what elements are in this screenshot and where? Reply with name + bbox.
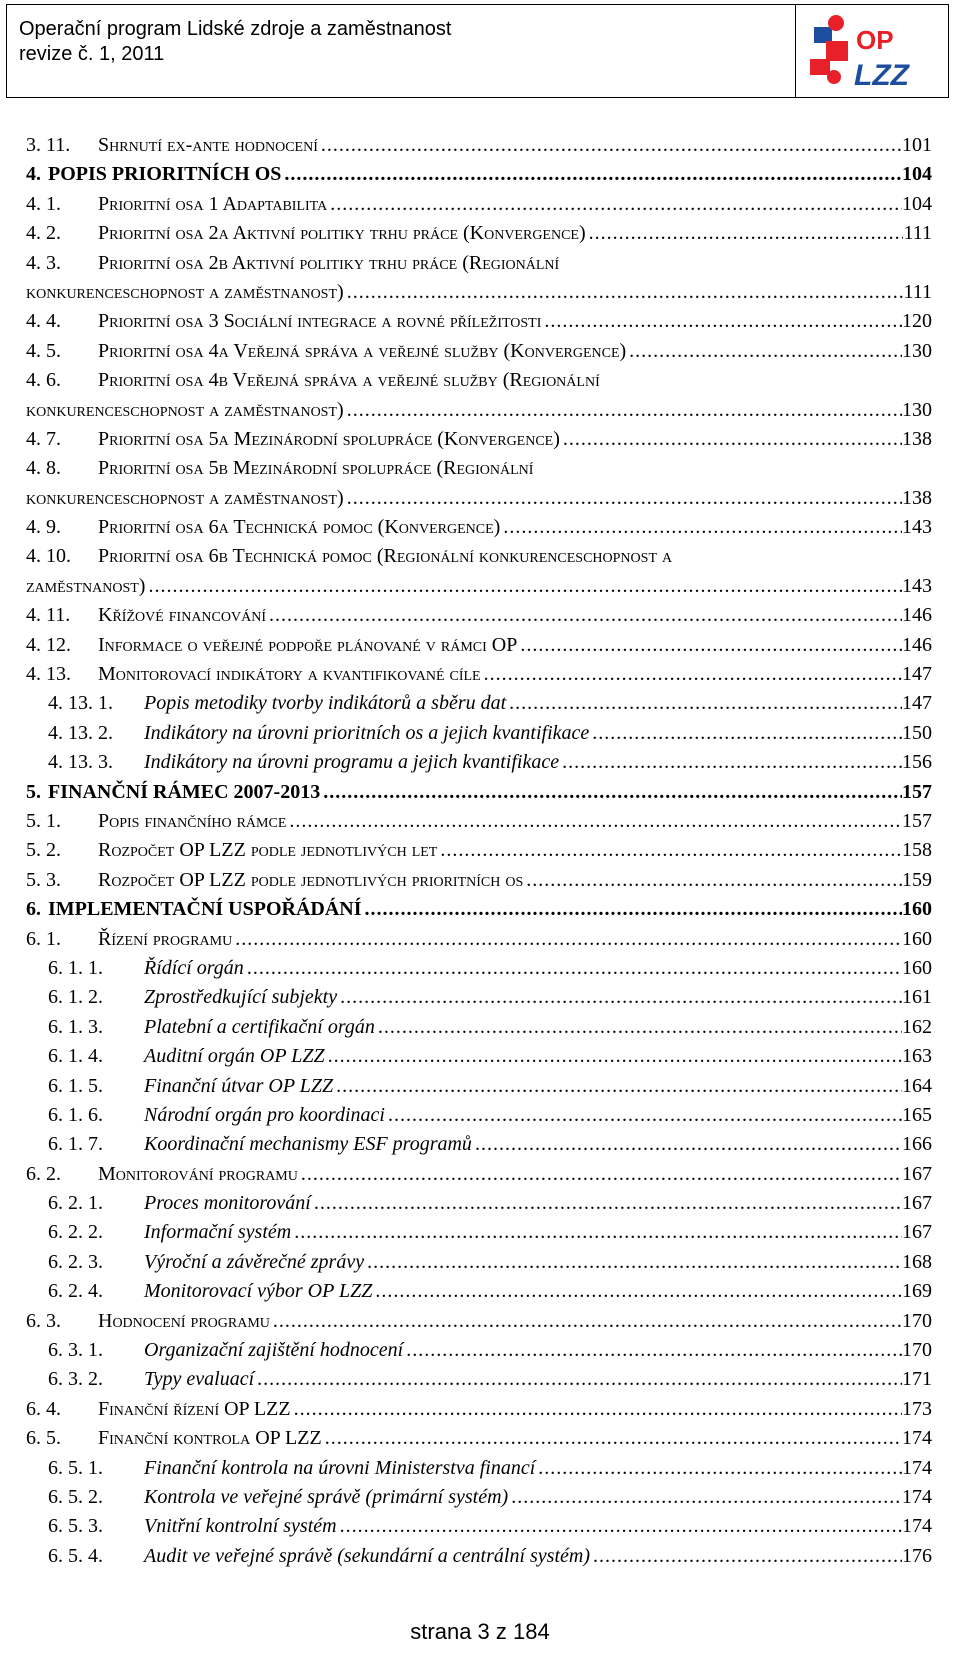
toc-entry-page: 174	[902, 1427, 932, 1450]
toc-entry-number: 5. 1.	[26, 809, 61, 832]
toc-entry-number: 6.	[26, 898, 41, 921]
dot-leader	[506, 692, 902, 714]
dot-leader	[327, 193, 902, 215]
dot-leader	[385, 1104, 902, 1126]
toc-entry[interactable]	[26, 483, 932, 512]
toc-entry-page: 173	[902, 1397, 932, 1420]
dot-leader	[311, 1192, 902, 1214]
dot-leader	[372, 1280, 902, 1302]
toc-entry-page: 101	[902, 134, 932, 156]
toc-entry-number: 6. 1. 6.	[48, 1103, 103, 1126]
toc-entry-page: 146	[902, 604, 932, 627]
dot-leader	[586, 222, 904, 244]
toc-entry-page: 146	[902, 633, 932, 656]
toc-entry[interactable]	[26, 541, 932, 570]
toc-entry-title: Platební a certifikační orgán	[144, 1015, 375, 1038]
dot-leader	[437, 839, 902, 861]
toc-entry[interactable]	[26, 1041, 932, 1070]
toc-entry-title: Prioritní osa 6a Technická pomoc (Konvergence)	[98, 516, 501, 539]
toc-entry-number: 6. 2. 4.	[48, 1280, 103, 1303]
dot-leader	[232, 928, 902, 950]
toc-entry-page: 167	[902, 1192, 932, 1215]
toc-entry-title: Prioritní osa 3 Sociální integrace a rovné příležitosti	[98, 310, 542, 333]
toc-entry[interactable]	[26, 395, 932, 424]
toc-entry-title: Typy evaluací	[144, 1368, 255, 1391]
toc-entry-number: 6. 3. 2.	[48, 1368, 103, 1391]
toc-entry-page: 120	[902, 310, 932, 333]
toc-entry-title: konkurenceschopnost a zaměstnanost)	[26, 280, 344, 303]
logo-text-lzz: LZZ	[854, 59, 909, 92]
dot-leader	[375, 1016, 902, 1038]
toc-entry-title: Monitorovací indikátory a kvantifikované cíle	[98, 663, 481, 686]
toc-entry[interactable]	[26, 1394, 932, 1423]
toc-entry-title: Prioritní osa 6b Technická pomoc (Regionální konkurenceschopnost a	[98, 545, 673, 568]
toc-entry-title: Popis metodiky tvorby indikátorů a sběru dat	[144, 692, 507, 715]
dot-leader	[254, 1368, 902, 1390]
dot-leader	[560, 428, 902, 450]
toc-entry-page: 143	[902, 574, 932, 597]
dot-leader	[589, 722, 902, 744]
toc-entry-page: 160	[902, 898, 932, 921]
toc-entry-title: Rozpočet OP LZZ podle jednotlivých prioritních os	[98, 868, 524, 891]
revision-label: revize č. 1, 2011	[19, 43, 165, 65]
toc-entry-page: 157	[902, 780, 932, 803]
dot-leader	[344, 487, 902, 509]
toc-entry-number: 4. 6.	[26, 369, 61, 392]
toc-entry-number: 6. 1. 4.	[48, 1045, 103, 1068]
toc-entry-number: 4. 10.	[26, 545, 71, 568]
toc-entry-number: 6. 1. 3.	[48, 1015, 103, 1038]
toc-entry[interactable]	[26, 1541, 932, 1570]
toc-entry-number: 6. 4.	[26, 1397, 61, 1420]
toc-entry-page: 130	[902, 339, 932, 362]
toc-entry-page: 161	[902, 986, 932, 1009]
table-of-contents	[26, 130, 932, 1570]
toc-entry[interactable]	[26, 1423, 932, 1452]
toc-entry-number: 4. 1.	[26, 192, 61, 215]
toc-entry[interactable]	[26, 453, 932, 482]
toc-entry[interactable]	[26, 130, 932, 159]
toc-entry-page: 143	[902, 516, 932, 539]
toc-entry-title: konkurenceschopnost a zaměstnanost)	[26, 398, 344, 421]
toc-entry-title: Audit ve veřejné správě (sekundární a centrální systém)	[144, 1544, 590, 1567]
toc-entry-title: Prioritní osa 5b Mezinárodní spolupráce (Regionální	[98, 457, 534, 480]
toc-entry-number: 4. 13. 3.	[48, 751, 113, 774]
toc-entry-title: konkurenceschopnost a zaměstnanost)	[26, 486, 344, 509]
toc-entry-title: Prioritní osa 2a Aktivní politiky trhu práce (Konvergence)	[98, 222, 586, 245]
logo-text-op: OP	[856, 25, 894, 55]
dot-leader	[281, 163, 902, 185]
toc-entry[interactable]	[26, 1071, 932, 1100]
dot-leader	[270, 1310, 902, 1332]
toc-entry-page: 170	[902, 1309, 932, 1332]
toc-entry-number: 4. 9.	[26, 516, 61, 539]
toc-entry-title: Prioritní osa 5a Mezinárodní spolupráce (Konvergence)	[98, 427, 560, 450]
toc-entry-title: Rozpočet OP LZZ podle jednotlivých let	[98, 839, 438, 862]
dot-leader	[344, 399, 902, 421]
toc-entry-page: 147	[902, 692, 932, 715]
toc-entry-number: 6. 3. 1.	[48, 1339, 103, 1362]
dot-leader	[590, 1545, 902, 1567]
toc-entry[interactable]	[26, 424, 932, 453]
toc-entry[interactable]	[26, 894, 932, 923]
toc-entry-number: 6. 2. 2.	[48, 1221, 103, 1244]
toc-entry[interactable]	[26, 1129, 932, 1158]
toc-entry-number: 6. 5. 2.	[48, 1485, 103, 1508]
toc-entry[interactable]	[26, 1012, 932, 1041]
dot-leader	[626, 340, 902, 362]
toc-entry[interactable]	[26, 630, 932, 659]
toc-entry-title: Prioritní osa 1 Adaptabilita	[98, 192, 328, 215]
toc-entry-page: 170	[902, 1339, 932, 1362]
toc-entry-title: Auditní orgán OP LZZ	[144, 1045, 325, 1068]
toc-entry[interactable]	[26, 1217, 932, 1246]
toc-entry[interactable]	[26, 924, 932, 953]
dot-leader	[523, 869, 902, 891]
toc-entry[interactable]	[26, 336, 932, 365]
toc-entry-title: Monitorování programu	[98, 1162, 298, 1185]
toc-entry[interactable]	[26, 835, 932, 864]
toc-entry[interactable]	[26, 248, 932, 277]
toc-entry-page: 157	[902, 809, 932, 832]
toc-entry-title: Národní orgán pro koordinaci	[144, 1103, 385, 1126]
page-number: strana 3 z 184	[410, 1619, 550, 1644]
toc-entry-page: 160	[902, 956, 932, 979]
toc-entry-number: 5. 3.	[26, 868, 61, 891]
toc-entry[interactable]	[26, 277, 932, 306]
toc-entry[interactable]	[26, 512, 932, 541]
toc-entry[interactable]	[26, 718, 932, 747]
toc-entry-page: 111	[903, 222, 932, 245]
dot-leader	[318, 134, 902, 156]
toc-entry-title: Indikátory na úrovni programu a jejich kvantifikace	[144, 751, 560, 774]
toc-entry-page: 162	[902, 1015, 932, 1038]
toc-entry-page: 165	[902, 1103, 932, 1126]
toc-entry-number: 4. 11.	[26, 604, 71, 627]
toc-entry-number: 6. 5. 4.	[48, 1544, 103, 1567]
dot-leader	[291, 1398, 902, 1420]
op-lzz-logo	[806, 13, 916, 93]
toc-entry-number: 4. 13. 2.	[48, 721, 113, 744]
toc-entry-page: 158	[902, 839, 932, 862]
toc-entry-number: 6. 1. 1.	[48, 956, 103, 979]
dot-leader	[472, 1133, 902, 1155]
toc-entry[interactable]	[26, 306, 932, 335]
toc-entry-title: Informace o veřejné podpoře plánované v rámci OP	[98, 633, 518, 656]
toc-entry[interactable]	[26, 1364, 932, 1393]
toc-entry-page: 150	[902, 721, 932, 744]
toc-entry-title: zaměstnanost)	[26, 574, 146, 597]
toc-entry-title: Zprostředkující subjekty	[144, 986, 338, 1009]
toc-entry-title: Vnitřní kontrolní systém	[144, 1515, 337, 1538]
dot-leader	[291, 1221, 902, 1243]
toc-entry-page: 167	[902, 1162, 932, 1185]
dot-leader	[244, 957, 902, 979]
toc-entry[interactable]	[26, 1100, 932, 1129]
dot-leader	[403, 1339, 902, 1361]
toc-entry-number: 5.	[26, 780, 41, 803]
dot-leader	[322, 1427, 902, 1449]
toc-entry-title: Popis finančního rámce	[98, 809, 287, 832]
toc-entry-page: 111	[903, 280, 932, 303]
toc-entry-title: Finanční kontrola OP LZZ	[98, 1427, 322, 1450]
toc-entry-number: 6. 2. 3.	[48, 1250, 103, 1273]
toc-entry-title: Indikátory na úrovni prioritních os a jejich kvantifikace	[144, 721, 590, 744]
toc-entry-number: 6. 5. 1.	[48, 1456, 103, 1479]
toc-entry-title: Informační systém	[144, 1221, 292, 1244]
toc-entry-page: 159	[902, 868, 932, 891]
toc-entry[interactable]	[26, 659, 932, 688]
toc-entry[interactable]	[26, 1159, 932, 1188]
header-title	[19, 17, 451, 67]
toc-entry[interactable]	[26, 1482, 932, 1511]
toc-entry-title: POPIS PRIORITNÍCH OS	[48, 163, 282, 186]
toc-entry-number: 4. 13.	[26, 663, 71, 686]
toc-entry-number: 6. 1.	[26, 927, 61, 950]
toc-entry-title: Prioritní osa 4b Veřejná správa a veřejné služby (Regionální	[98, 369, 600, 392]
toc-entry-page: 163	[902, 1045, 932, 1068]
toc-entry-title: Finanční útvar OP LZZ	[144, 1074, 334, 1097]
dot-leader	[337, 1515, 902, 1537]
toc-entry-title: Křížové financování	[98, 604, 266, 627]
dot-leader	[333, 1075, 902, 1097]
toc-entry[interactable]	[26, 218, 932, 247]
toc-entry-page: 104	[902, 192, 932, 215]
toc-entry-page: 104	[902, 163, 932, 186]
toc-entry-title: Finanční řízení OP LZZ	[98, 1397, 291, 1420]
toc-entry-number: 6. 1. 7.	[48, 1133, 103, 1156]
toc-entry-title: Řídící orgán	[144, 956, 244, 979]
toc-entry-title: IMPLEMENTAČNÍ USPOŘÁDÁNÍ	[48, 898, 362, 921]
toc-entry[interactable]	[26, 159, 932, 188]
program-name: Operační program Lidské zdroje a zaměstnanost	[19, 18, 452, 40]
toc-entry[interactable]	[26, 1276, 932, 1305]
dot-leader	[298, 1163, 902, 1185]
toc-entry-title: Prioritní osa 2b Aktivní politiky trhu práce (Regionální	[98, 251, 560, 274]
toc-entry-page: 169	[902, 1280, 932, 1303]
dot-leader	[364, 1251, 902, 1273]
dot-leader	[500, 516, 902, 538]
toc-entry-page: 176	[902, 1544, 932, 1567]
toc-entry-number: 6. 1. 5.	[48, 1074, 103, 1097]
toc-entry[interactable]	[26, 777, 932, 806]
toc-entry[interactable]	[26, 688, 932, 717]
toc-entry-number: 6. 5.	[26, 1427, 61, 1450]
toc-entry-number: 4.	[26, 163, 41, 186]
toc-entry[interactable]	[26, 1335, 932, 1364]
dot-leader	[559, 751, 902, 773]
toc-entry-number: 4. 12.	[26, 633, 71, 656]
toc-entry-number: 4. 3.	[26, 251, 61, 274]
toc-entry-page: 174	[902, 1485, 932, 1508]
toc-entry[interactable]	[26, 1306, 932, 1335]
toc-entry-number: 4. 4.	[26, 310, 61, 333]
toc-entry-title: Koordinační mechanismy ESF programů	[144, 1133, 472, 1156]
dot-leader	[535, 1457, 902, 1479]
toc-entry[interactable]	[26, 865, 932, 894]
toc-entry-page: 171	[902, 1368, 932, 1391]
dot-leader	[541, 310, 902, 332]
toc-entry-number: 6. 2. 1.	[48, 1192, 103, 1215]
toc-entry[interactable]	[26, 365, 932, 394]
toc-entry-number: 6. 2.	[26, 1162, 61, 1185]
dot-leader	[325, 1045, 902, 1067]
toc-entry-title: Proces monitorování	[144, 1192, 311, 1215]
toc-entry-title: Prioritní osa 4a Veřejná správa a veřejné služby (Konvergence)	[98, 339, 627, 362]
toc-entry[interactable]	[26, 806, 932, 835]
toc-entry-title: Shrnutí ex-ante hodnocení	[98, 134, 318, 156]
toc-entry[interactable]	[26, 571, 932, 600]
toc-entry-page: 147	[902, 663, 932, 686]
toc-entry[interactable]	[26, 1247, 932, 1276]
toc-entry[interactable]	[26, 747, 932, 776]
toc-entry-page: 156	[902, 751, 932, 774]
dot-leader	[320, 781, 902, 803]
toc-entry-page: 160	[902, 927, 932, 950]
toc-entry-page: 167	[902, 1221, 932, 1244]
toc-entry-title: Řízení programu	[98, 927, 233, 950]
dot-leader	[517, 634, 902, 656]
toc-entry-number: 5. 2.	[26, 839, 61, 862]
toc-entry[interactable]	[26, 600, 932, 629]
dot-leader	[286, 810, 902, 832]
dot-leader	[266, 604, 902, 626]
toc-entry[interactable]	[26, 189, 932, 218]
toc-entry-title: Výroční a závěrečné zprávy	[144, 1250, 365, 1273]
toc-entry-number: 6. 1. 2.	[48, 986, 103, 1009]
toc-entry-page: 164	[902, 1074, 932, 1097]
toc-entry-number: 4. 7.	[26, 427, 61, 450]
toc-entry-page: 166	[902, 1133, 932, 1156]
toc-entry-number: 3. 11.	[26, 134, 71, 156]
toc-entry[interactable]	[26, 1188, 932, 1217]
toc-entry[interactable]	[26, 1453, 932, 1482]
logo-box	[795, 5, 948, 97]
toc-entry-page: 174	[902, 1515, 932, 1538]
toc-entry-title: Hodnocení programu	[98, 1309, 270, 1332]
toc-entry-page: 130	[902, 398, 932, 421]
toc-entry-page: 168	[902, 1250, 932, 1273]
toc-entry[interactable]	[26, 982, 932, 1011]
toc-entry-number: 6. 3.	[26, 1309, 61, 1332]
dot-leader	[145, 575, 902, 597]
dot-leader	[362, 898, 902, 920]
toc-entry-number: 6. 5. 3.	[48, 1515, 103, 1538]
dot-leader	[344, 281, 904, 303]
toc-entry[interactable]	[26, 953, 932, 982]
toc-entry-page: 138	[902, 486, 932, 509]
toc-entry-page: 174	[902, 1456, 932, 1479]
toc-entry-page: 138	[902, 427, 932, 450]
toc-entry-number: 4. 13. 1.	[48, 692, 113, 715]
dot-leader	[508, 1486, 902, 1508]
page-header	[6, 4, 949, 98]
toc-entry-title: Organizační zajištění hodnocení	[144, 1339, 404, 1362]
toc-entry-number: 4. 2.	[26, 222, 61, 245]
dot-leader	[337, 986, 902, 1008]
toc-entry-number: 4. 8.	[26, 457, 61, 480]
toc-entry-title: FINANČNÍ RÁMEC 2007-2013	[48, 780, 321, 803]
toc-entry-title: Finanční kontrola na úrovni Ministerstva financí	[144, 1456, 536, 1479]
toc-entry-title: Monitorovací výbor OP LZZ	[144, 1280, 373, 1303]
dot-leader	[481, 663, 902, 685]
toc-entry-number: 4. 5.	[26, 339, 61, 362]
toc-entry[interactable]	[26, 1511, 932, 1540]
toc-entry-title: Kontrola ve veřejné správě (primární systém)	[144, 1485, 509, 1508]
